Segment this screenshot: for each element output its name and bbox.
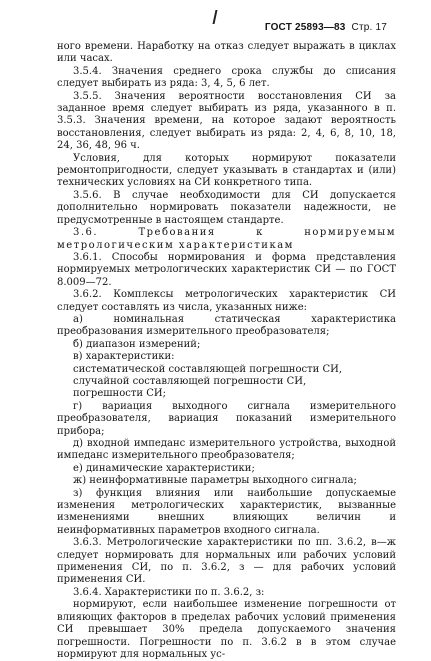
list-subitem-random: случайной составляющей погрешности СИ, <box>73 375 307 387</box>
section-heading-3-6: 3.6. Требования к нормируемым метрологическим характеристикам <box>57 227 396 251</box>
paragraph-continuation: ного времени. Наработку на отказ следует выражать в циклах или часах. <box>57 41 396 65</box>
paragraph-3-6-4: 3.6.4. Характеристики по п. 3.6.2, з: <box>73 586 265 598</box>
margin-mark <box>213 10 218 24</box>
list-item-z: з) функция влияния или наибольшие допускаемые изменения метрологических характеристик, вызванные изменениями внешних влияющих величин и неинформативных параметров входного сигнала. <box>57 487 396 536</box>
list-subitem-error: погрешности СИ; <box>73 388 166 400</box>
paragraph-normalization: нормируют, если наибольшее изменение погрешности от влияющих факторов в пределах рабочих условий применения СИ превышает 30% предела допускаемого значения погрешности. Погрешности по п. 3.6.2 в в этом случае нормируют для нормальных ус- <box>57 599 396 660</box>
paragraph-3-6-1: 3.6.1. Способы нормирования и форма представления нормируемых метрологических характеристик СИ — по ГОСТ 8.009—72. <box>57 251 396 288</box>
body-text <box>57 41 396 661</box>
paragraph-3-6-2: 3.6.2. Комплексы метрологических характеристик СИ следует составлять из числа, указанных ниже: <box>57 289 396 313</box>
list-item-g: г) вариация выходного сигнала измерительного преобразователя, вариация показаний измерительного прибора; <box>57 400 396 437</box>
list-item-b: б) диапазон измерений; <box>73 338 201 350</box>
list-item-a: а) номинальная статическая характеристика преобразования измерительного преобразователя; <box>57 313 396 338</box>
list-item-d: д) входной импеданс измерительного устройства, выходной импеданс измерительного преобразователя; <box>57 438 396 462</box>
running-header <box>265 22 387 33</box>
paragraph-3-5-5: 3.5.5. Значения вероятности восстановления СИ за заданное время следует выбирать из ряда, указанного в п. 3.5.3. Значения времени, на которое задают вероятность восстановления, следует выбирать из ряда: 2, 4, 6, 8, 10, 18, 24, 36, 48, 96 ч. <box>57 90 396 152</box>
page-number: Стр. 17 <box>351 22 387 33</box>
paragraph-3-5-4: 3.5.4. Значения среднего срока службы до списания следует выбирать из ряда: 3, 4, 5, 6 лет. <box>57 65 396 90</box>
list-subitem-systematic: систематической составляющей погрешности СИ, <box>73 363 343 375</box>
list-item-e: е) динамические характеристики; <box>73 462 255 474</box>
paragraph-3-6-3: 3.6.3. Метрологические характеристики по пп. 3.6.2, в—ж следует нормировать для нормальных или рабочих условий применения СИ, по п. 3.6.2, з — для рабочих условий применения СИ. <box>57 537 396 586</box>
list-item-zh: ж) неинформативные параметры выходного сигнала; <box>73 475 357 487</box>
list-item-v: в) характеристики: <box>73 351 175 363</box>
standard-number: ГОСТ 25893—83 <box>264 22 346 33</box>
paragraph-3-5-6: 3.5.6. В случае необходимости для СИ допускается дополнительно нормировать показатели надежности, не предусмотренные в настоящем стандарте. <box>57 189 396 226</box>
paragraph-conditions: Условия, для которых нормируют показатели ремонтопригодности, следует указывать в стандартах и (или) технических условиях на СИ конкретного типа. <box>57 152 396 189</box>
